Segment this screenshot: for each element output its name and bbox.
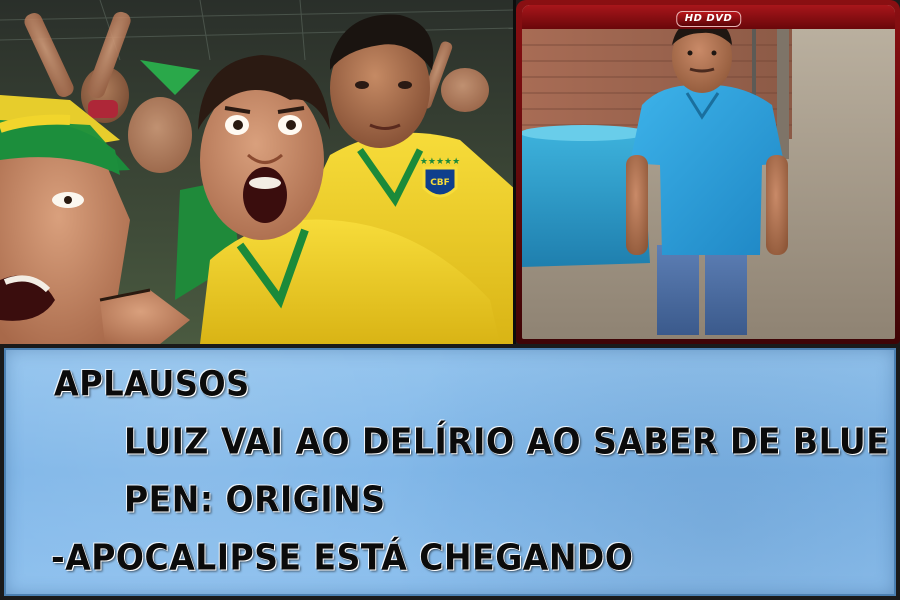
left-photo-crowd (0, 0, 516, 344)
brazil-crest-icon (420, 157, 460, 196)
caption-line-2: LUIZ VAI AO DELÍRIO AO SABER DE BLUE (124, 420, 890, 463)
caption-line-4: -APOCALIPSE ESTÁ CHEGANDO (51, 536, 634, 579)
right-photo-man (522, 5, 895, 339)
caption-line-3: PEN: ORIGINS (124, 478, 386, 521)
svg-text:★★★★★: ★★★★★ (419, 157, 461, 167)
caption-title: APLAUSOS (54, 363, 250, 405)
svg-text:CBF: CBF (430, 178, 450, 188)
crowd-illustration (0, 0, 516, 344)
hd-dvd-badge: HD DVD (676, 11, 742, 27)
caption-panel (0, 344, 900, 600)
man-illustration (522, 5, 895, 339)
right-photo-frame (516, 0, 900, 344)
